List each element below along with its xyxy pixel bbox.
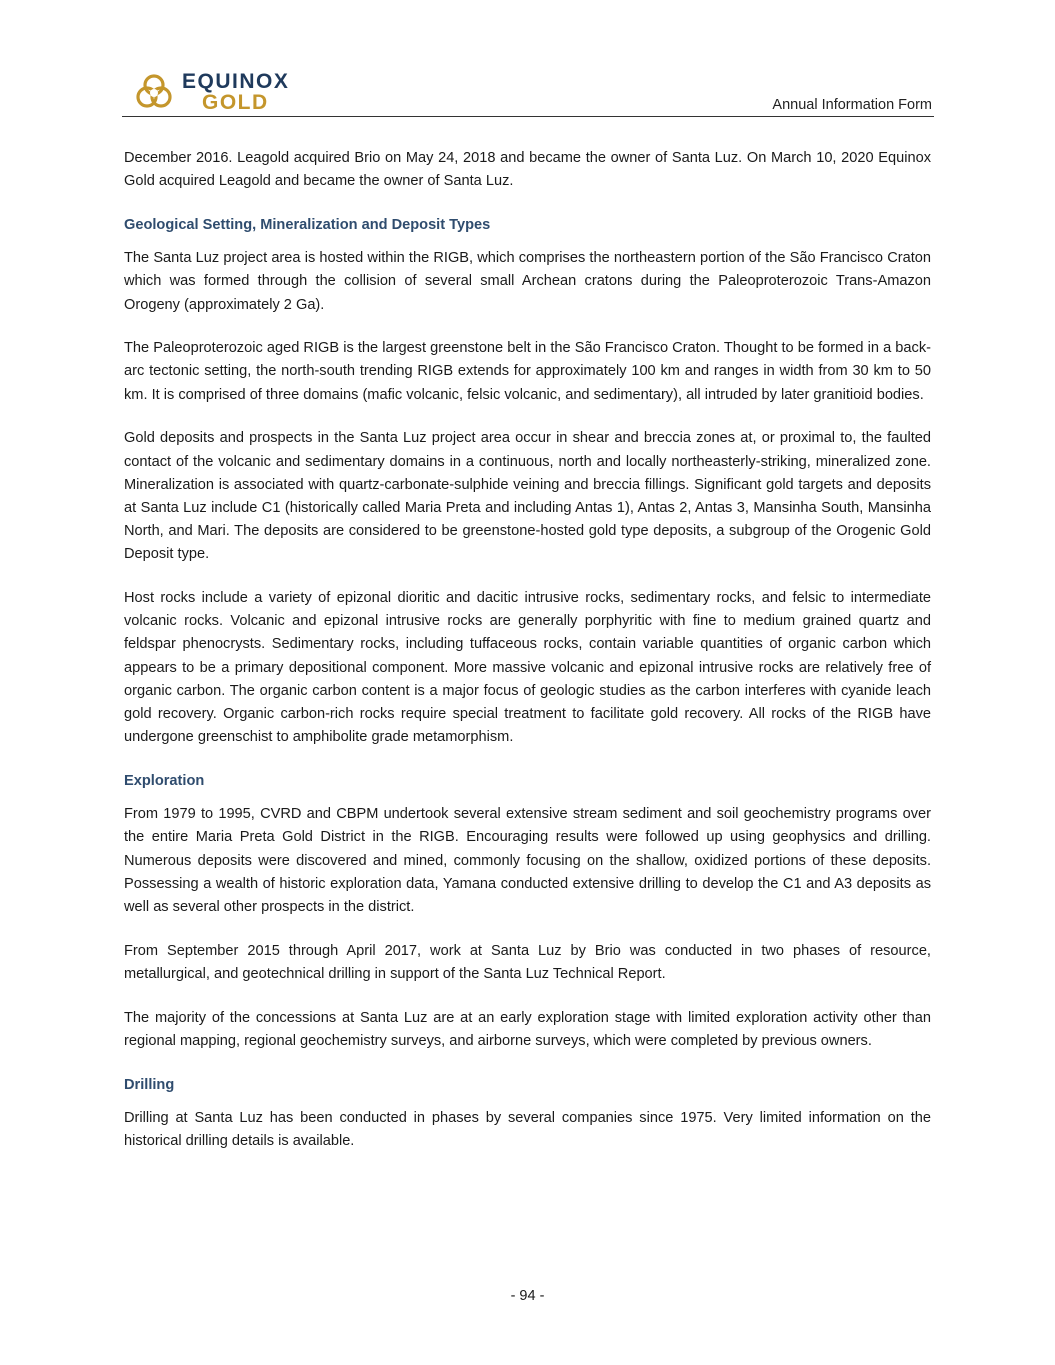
paragraph: The majority of the concessions at Santa Luz are at an early exploration stage with limited exploration activity other than regional mapping, regional geochemistry surveys, and airborne surveys, which were completed by previous owners. — [124, 1009, 931, 1049]
section-heading-exploration: Exploration — [124, 772, 205, 789]
paragraph: Host rocks include a variety of epizonal dioritic and dacitic intrusive rocks, sedimentary rocks, and felsic to intermediate volcanic rocks. Volcanic and epizonal intrusive rocks are generally porphyritic with fine to medium grained quartz and feldspar phenocrysts. Sedimentary rocks, including tuffaceous rocks, contain variable quantities of organic carbon which appears to be a primary depositional component. More massive volcanic and epizonal intrusive rocks are relatively free of organic carbon. The organic carbon content is a major focus of geologic studies as the carbon interferes with cyanide leach gold recovery. Organic carbon-rich rocks require special treatment to facilitate gold recovery. All rocks of the RIGB have undergone greenschist to amphibolite grade metamorphism. — [124, 590, 931, 746]
section-heading-geology: Geological Setting, Mineralization and Deposit Types — [124, 216, 491, 233]
paragraph: Gold deposits and prospects in the Santa Luz project area occur in shear and breccia zones at, or proximal to, the faulted contact of the volcanic and sedimentary domains in a continuous, north and locally northeasterly-striking, mineralized zone. Mineralization is associated with quartz-carbonate-sulphide veining and breccia fillings. Significant gold targets and deposits at Santa Luz include C1 (historically called Maria Preta and including Antas 1), Antas 2, Antas 3, Mansinha South, Mansinha North, and Mari. The deposits are considered to be greenstone-hosted gold type deposits, a subgroup of the Orogenic Gold Deposit type. — [124, 430, 931, 563]
paragraph: The Paleoproterozoic aged RIGB is the largest greenstone belt in the São Francisco Craton. Thought to be formed in a back-arc tectonic setting, the north-south trending RIGB extends for approximately 100 km and ranges in width from 30 km to 50 km. It is comprised of three domains (mafic volcanic, felsic volcanic, and sedimentary), all intruded by later granitioid bodies. — [124, 340, 931, 403]
document-body — [124, 147, 931, 1174]
paragraph: Drilling at Santa Luz has been conducted in phases by several companies since 1975. Very limited information on the historical drilling details is available. — [124, 1109, 931, 1149]
page-header — [122, 68, 934, 117]
paragraph: From September 2015 through April 2017, work at Santa Luz by Brio was conducted in two phases of resource, metallurgical, and geotechnical drilling in support of the Santa Luz Technical Report. — [124, 942, 931, 982]
triple-ring-logo-icon — [132, 70, 176, 114]
document-title: Annual Information Form — [772, 97, 932, 113]
logo-text-equinox: EQUINOX — [182, 70, 290, 93]
logo-text-gold: GOLD — [202, 91, 269, 114]
section-heading-drilling: Drilling — [124, 1076, 175, 1093]
paragraph: The Santa Luz project area is hosted within the RIGB, which comprises the northeastern portion of the São Francisco Craton which was formed through the collision of several small Archean cratons during the Paleoproterozoic Trans-Amazon Orogeny (approximately 2 Ga). — [124, 250, 931, 313]
page-number: - 94 - — [510, 1288, 545, 1304]
paragraph: From 1979 to 1995, CVRD and CBPM undertook several extensive stream sediment and soil geochemistry programs over the entire Maria Preta Gold District in the RIGB. Encouraging results were followed up using geophysics and drilling. Numerous deposits were discovered and mined, commonly focusing on the shallow, oxidized portions of these deposits. Possessing a wealth of historic exploration data, Yamana conducted extensive drilling to develop the C1 and A3 deposits as well as several other prospects in the district. — [124, 806, 931, 915]
intro-paragraph: December 2016. Leagold acquired Brio on May 24, 2018 and became the owner of Santa Luz. On March 10, 2020 Equinox Gold acquired Leagold and became the owner of Santa Luz. — [124, 150, 931, 190]
equinox-gold-logo — [132, 70, 289, 114]
